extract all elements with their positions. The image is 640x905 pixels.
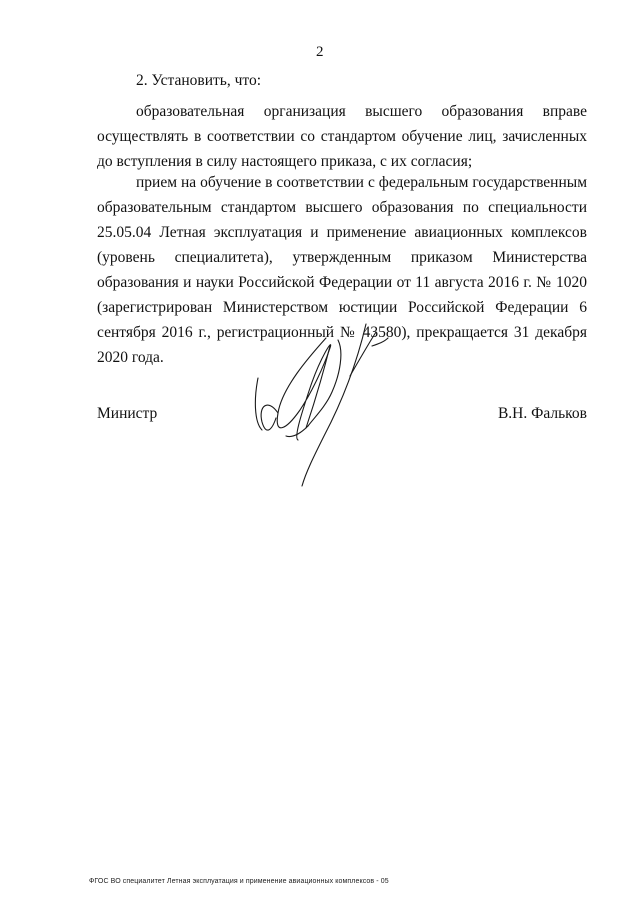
paragraph-transition-rule: образовательная организация высшего образования вправе осуществлять в соответствии со стандартом обучение лиц, зачисленных до вступления в силу настоящего приказа, с их согласия; [97,103,587,170]
document-footer: ФГОС ВО специалитет Летная эксплуатация и применение авиационных комплексов - 05 [89,878,389,885]
signer-title: Министр [97,405,158,422]
page-number: 2 [316,44,324,60]
signer-name: В.Н. Фальков [497,405,587,422]
paragraph-admission-termination: прием на обучение в соответствии с федеральным государственным образовательным стандартом высшего образования по специальности 25.05.04 Летная эксплуатация и применение авиационных комплексов (уровень специалитета), утвержденным приказом Министерства образования и науки Российской Федерации от 11 августа 2016 г. № 1020 (зарегистрирован Министерством юстиции Российской Федерации 6 сентября 2016 г., регистрационный № 43580), прекращается 31 декабря 2020 года. [97,174,587,366]
section-heading: 2. Установить, что: [136,72,262,89]
handwritten-signature [248,318,418,493]
